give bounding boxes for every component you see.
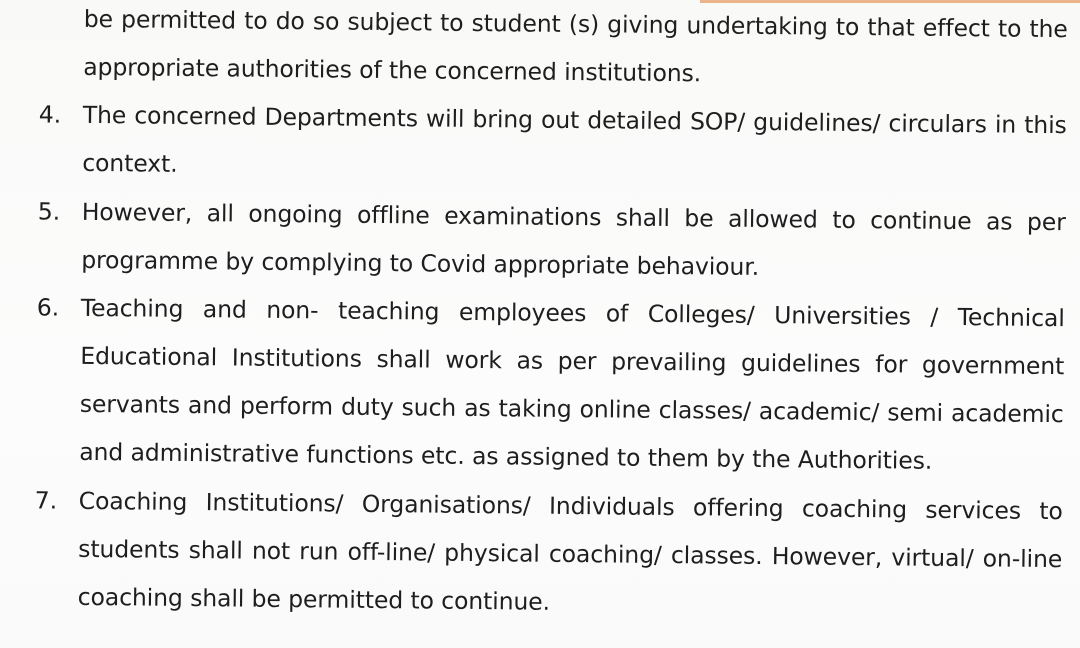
page-edge-accent xyxy=(700,0,1080,3)
item-6-number: 6. xyxy=(36,293,60,322)
item-4-line-2: context. xyxy=(82,148,178,178)
item-5-number: 5. xyxy=(37,197,61,226)
item-6-line-2: Educational Institutions shall work as per prevailing guidelines for government xyxy=(80,341,1065,381)
item-5-line-1: However, all ongoing offline examinations shall be allowed to continue as per xyxy=(81,197,1066,237)
item-3-line-1: be permitted to do so subject to student (s) giving undertaking to that effect to the xyxy=(83,4,1068,44)
item-7-number: 7. xyxy=(34,486,58,515)
item-4-number: 4. xyxy=(38,100,62,129)
item-4-line-1: The concerned Departments will bring out detailed SOP/ guidelines/ circulars in this xyxy=(82,100,1067,140)
item-7-line-2: students shall not run off-line/ physical coaching/ classes. However, virtual/ on-line xyxy=(78,534,1063,574)
item-5-line-2: programme by complying to Covid appropriate behaviour. xyxy=(81,245,760,281)
item-7-line-3: coaching shall be permitted to continue. xyxy=(77,582,551,616)
item-6-line-3: servants and perform duty such as taking online classes/ academic/ semi academic xyxy=(79,389,1064,429)
item-7-line-1: Coaching Institutions/ Organisations/ Individuals offering coaching services to xyxy=(78,486,1063,526)
item-3-line-2: appropriate authorities of the concerned institutions. xyxy=(83,52,702,88)
item-6-line-4: and administrative functions etc. as assigned to them by the Authorities. xyxy=(79,437,933,475)
item-6-line-1: Teaching and non- teaching employees of Colleges/ Universities / Technical xyxy=(80,293,1065,333)
